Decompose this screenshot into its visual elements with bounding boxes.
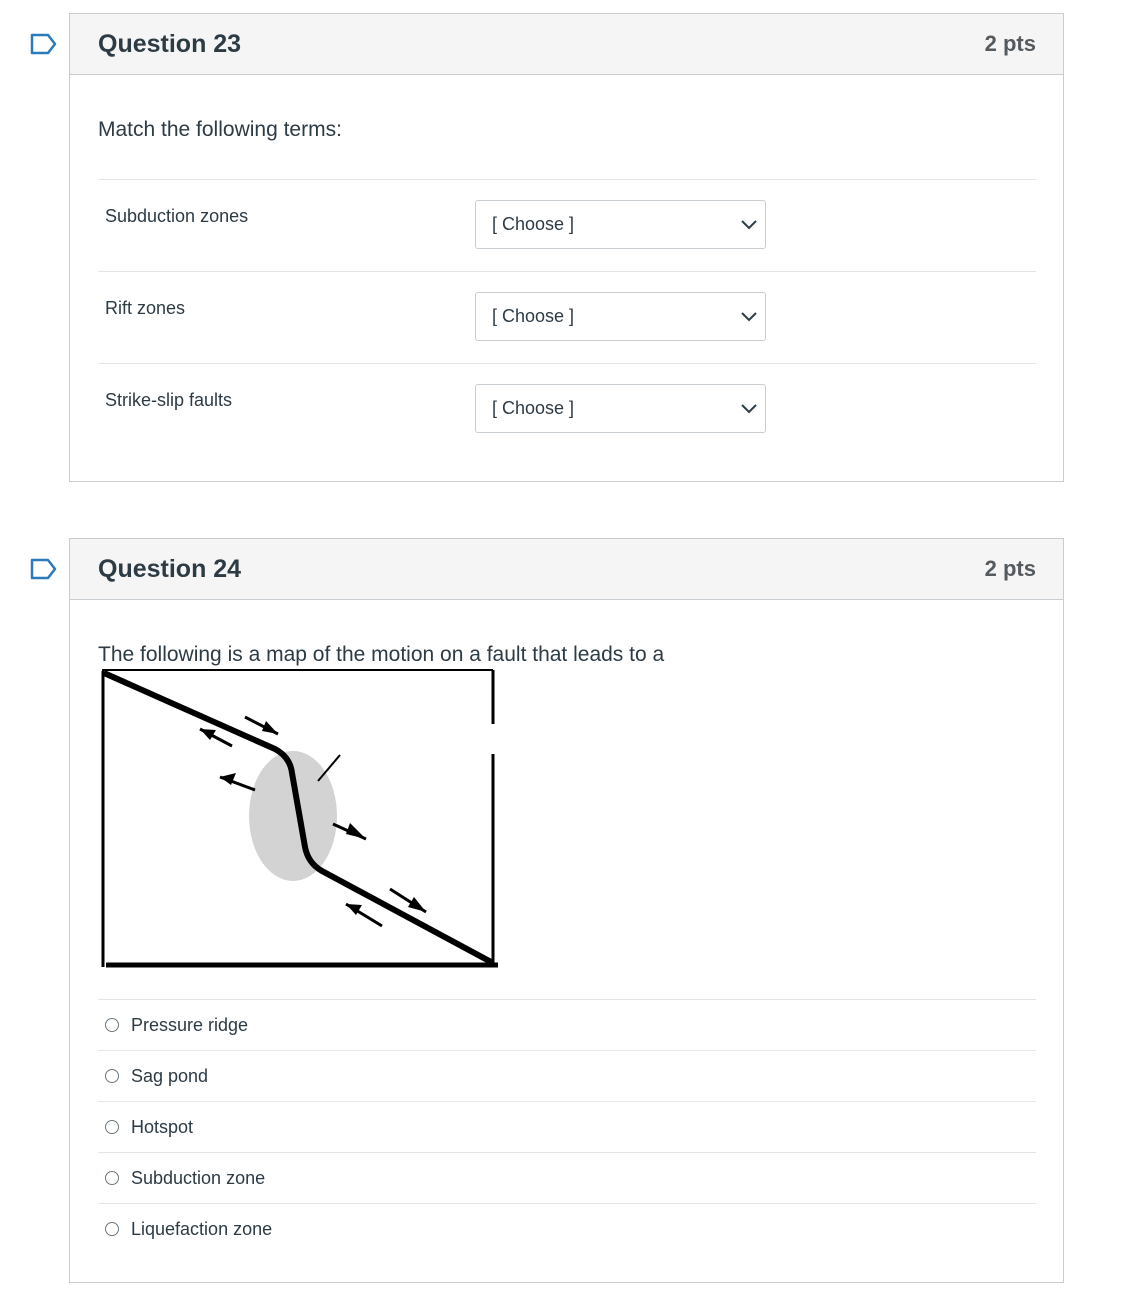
match-term: Subduction zones — [105, 206, 249, 226]
answer-label: Pressure ridge — [131, 1014, 249, 1035]
match-term: Strike-slip faults — [105, 390, 233, 410]
question-title: Question 24 — [98, 554, 242, 583]
match-term: Rift zones — [105, 298, 186, 318]
match-row — [98, 271, 1036, 363]
answer-option[interactable] — [98, 999, 1036, 1050]
question-title: Question 23 — [98, 29, 242, 58]
match-row — [98, 363, 1036, 455]
question-header — [70, 539, 1063, 600]
select-value: [ Choose ] — [492, 398, 575, 418]
answer-label: Liquefaction zone — [131, 1218, 273, 1239]
fault-map-image — [100, 669, 500, 969]
radio-button[interactable] — [105, 1018, 119, 1032]
match-select[interactable] — [475, 200, 766, 249]
match-select[interactable] — [475, 384, 766, 433]
chevron-down-icon — [739, 307, 759, 327]
answer-option[interactable] — [98, 1101, 1036, 1152]
chevron-down-icon — [739, 399, 759, 419]
question-prompt: The following is a map of the motion on a fault that leads to a — [98, 643, 665, 666]
question-points: 2 pts — [984, 31, 1036, 56]
answer-option[interactable] — [98, 1050, 1036, 1101]
radio-button[interactable] — [105, 1222, 119, 1236]
answer-option[interactable] — [98, 1203, 1036, 1254]
match-row — [98, 179, 1036, 271]
select-value: [ Choose ] — [492, 306, 575, 326]
match-select[interactable] — [475, 292, 766, 341]
question-24 — [69, 538, 1064, 1283]
question-23 — [69, 13, 1064, 482]
flag-question-icon[interactable] — [30, 33, 58, 55]
flag-question-icon[interactable] — [30, 558, 58, 580]
answer-label: Subduction zone — [131, 1167, 266, 1188]
answer-label: Hotspot — [131, 1116, 194, 1137]
question-header — [70, 14, 1063, 75]
select-value: [ Choose ] — [492, 214, 575, 234]
answer-option[interactable] — [98, 1152, 1036, 1203]
chevron-down-icon — [739, 215, 759, 235]
question-points: 2 pts — [984, 556, 1036, 581]
radio-button[interactable] — [105, 1171, 119, 1185]
question-prompt: Match the following terms: — [98, 118, 342, 141]
radio-button[interactable] — [105, 1069, 119, 1083]
answer-label: Sag pond — [131, 1065, 209, 1086]
radio-button[interactable] — [105, 1120, 119, 1134]
